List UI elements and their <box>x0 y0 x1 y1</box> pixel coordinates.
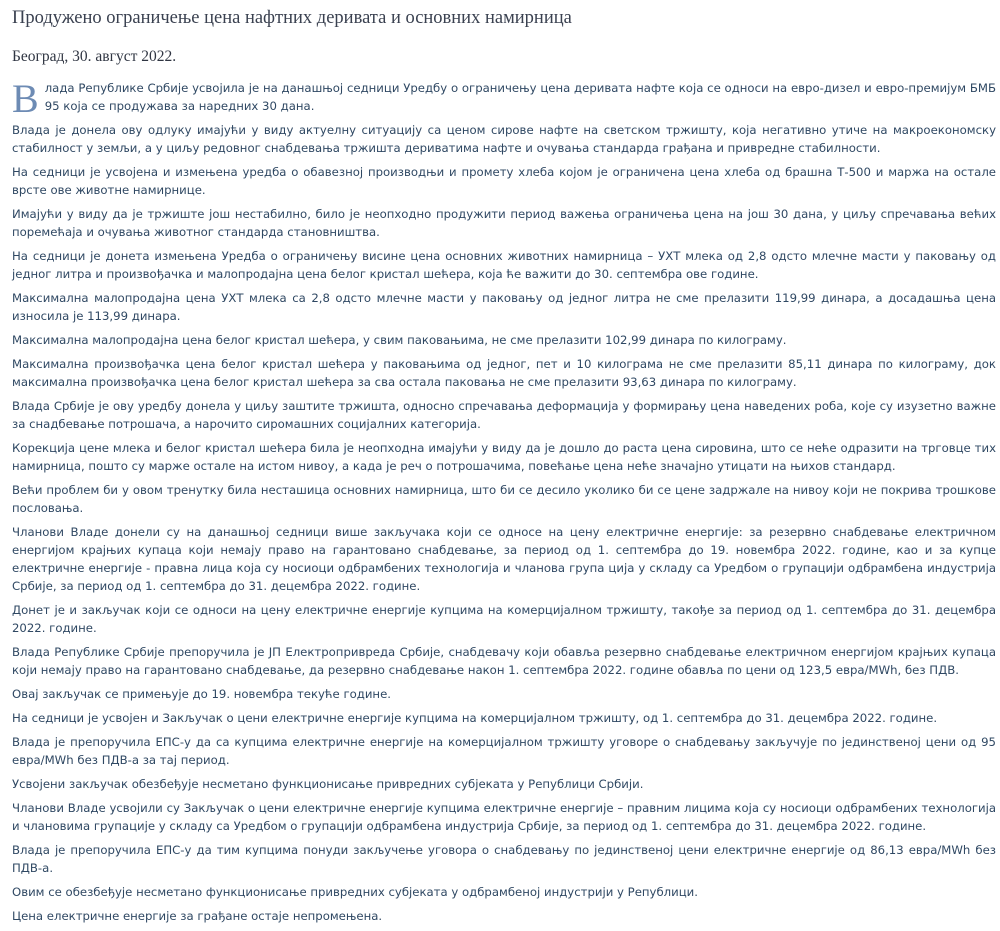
article-date: Београд, 30. август 2022. <box>12 48 177 65</box>
article-paragraph: Корекција цене млека и белог кристал шећера била је неопходна имајући у виду да је дошло до раста цена сировина, што се неће одразити на трговце тих намирница, пошто су марже остале на истом нивоу, а када је реч о потрошачима, повећање цена неће значајно утицати на њихов стандард. <box>12 441 996 473</box>
article-paragraph: Овај закључак се примењује до 19. новембра текуће године. <box>12 687 391 701</box>
article-paragraph: Максимална малопродајна цена белог кристал шећера, у свим паковањима, не сме прелазити 102,99 динара по килограму. <box>12 333 787 347</box>
article-paragraph: Чланови Владе усвојили су Закључак о цени електричне енергије купцима електричне енергије – правним лицима која су носиоци одбрамбених технологија и члановима групације у складу са Уредбом о групацији одбрамбена индустрија Србије, за период од 1. септембра до 31. децембра 2022. године. <box>12 801 996 833</box>
article-paragraph: Овим се обезбеђује несметано функционисање привредних субјеката у одбрамбеној индустрији у Републици. <box>12 885 698 899</box>
article-paragraph: На седници је усвојен и Закључак о цени електричне енергије купцима на комерцијалном тржишту, од 1. септембра до 31. децембра 2022. године. <box>12 711 938 725</box>
article-paragraph: На седници је усвојена и измењена уредба о обавезној производњи и промету хлеба којом је ограничена цена хлеба од брашна Т-500 и маржа на остале врсте ове животне намирнице. <box>12 165 996 197</box>
article-paragraph: Влада је препоручила ЕПС-у да са купцима електричне енергије на комерцијалном тржишту уговоре о снабдевању закључује по јединственој цени од 95 евра/MWh без ПДВ-а за тај период. <box>12 735 996 767</box>
article-paragraph: Имајући у виду да је тржиште још нестабилно, било је неопходно продужити период важења ограничења цена на још 30 дана, у циљу спречавања већих поремећаја и очувања животног стандарда становништва. <box>12 207 996 239</box>
article-body <box>12 76 996 925</box>
article-paragraph: Цена електричне енергије за грађане остаје непромењена. <box>12 909 383 923</box>
article-paragraph: Усвојени закључак обезбеђује несметано функционисање привредних субјеката у Републици Србији. <box>12 777 644 791</box>
article-paragraph: Влада је препоручила ЕПС-у да тим купцима понуди закључење уговора о снабдевању по јединственој цени електричне енергије од 86,13 евра/MWh без ПДВ-а. <box>12 843 996 875</box>
article-paragraph: Влада је донела ову одлуку имајући у виду актуелну ситуацију са ценом сирове нафте на светском тржишту, која негативно утиче на макроекономску стабилност у земљи, а у циљу редовног снабдевања тржишта дериватима нафте и очувања стандарда грађана и привредне стабилности. <box>12 123 996 155</box>
article-paragraph: Влада Републике Србије препоручила је ЈП Електропривреда Србије, снабдевачу који обавља резервно снабдевање електричном енергијом крајњих купаца који немају право на гарантовано снабдевање, да резервно снабдевање након 1. септембра 2022. године обавља по цени од 123,5 евра/MWh, без ПДВ. <box>12 645 996 677</box>
article-paragraph: Влада Србије је ову уредбу донела у циљу заштите тржишта, односно спречавања деформација у формирању цена наведених роба, које су изузетно важне за снадбевање потрошача, а нарочито сиромашних социјалних категорија. <box>12 399 996 431</box>
article-paragraph <box>12 76 996 121</box>
article-paragraph: Донет је и закључак који се односи на цену електричне енергије купцима на комерцијалном тржишту, такође за период од 1. септембра до 31. децембра 2022. године. <box>12 603 996 635</box>
article-paragraph: Већи проблем би у овом тренутку била несташица основних намирница, што би се десило уколико би се цене задржале на нивоу који не покрива трошкове пословања. <box>12 483 996 515</box>
article-title: Продужено ограничење цена нафтних деривата и основних намирница <box>12 8 572 28</box>
article-paragraph: Чланови Владе донели су на данашњој седници више закључака који се односе на цену електричне енергије: за резервно снабдевање електричном енергијом крајњих купаца који немају право на гарантовано снабдевање, за период од 1. септембра до 19. новембра 2022. године, као и за купце електричне енергије - правна лица која су носиоци одбрамбених технологија и чланова група ција у складу са Уредбом о групацији одбрамбена индустрија Србије, за период од 1. септембра до 31. децембра 2022. године. <box>12 525 996 593</box>
drop-cap: В <box>12 76 39 121</box>
paragraph-text: лада Републике Србије усвојила је на данашњој седници Уредбу о ограничењу цена деривата нафте која се односи на евро-дизел и евро-премијум БМБ 95 која се продужава за наредних 30 дана. <box>44 81 996 113</box>
article <box>12 0 996 931</box>
article-paragraph: Максимална малопродајна цена УХТ млека са 2,8 одсто млечне масти у паковању од једног литра не сме прелазити 119,99 динара, а досадашња цена износила је 113,99 динара. <box>12 291 996 323</box>
article-paragraph: Максимална произвођачка цена белог кристал шећера у паковањима од једног, пет и 10 килограма не сме прелазити 85,11 динара по килограму, док максимална произвођачка цена белог кристал шећера за сва остала паковања не сме прелазити 93,63 динара по килограму. <box>12 357 996 389</box>
article-paragraph: На седници је донета измењена Уредба о ограничењу висине цена основних животних намирница – УХТ млека од 2,8 одсто млечне масти у паковању од једног литра и произвођачка и малопродајна цена белог кристал шећера, која ће важити до 30. септембра ове године. <box>12 249 996 281</box>
